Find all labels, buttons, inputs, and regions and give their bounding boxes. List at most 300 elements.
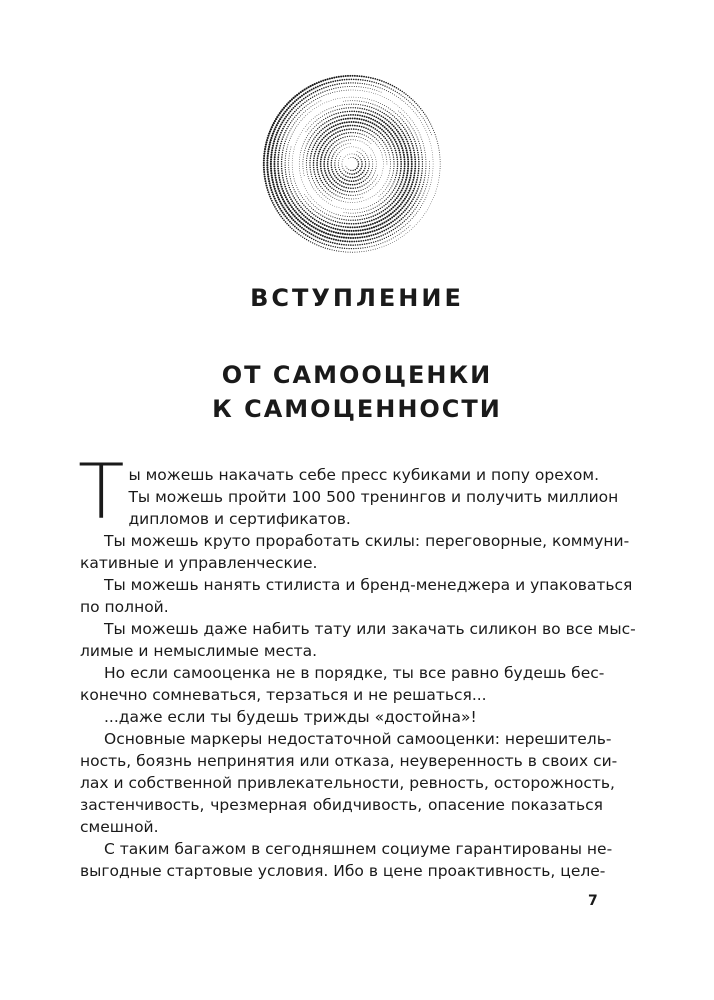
ornament-dot [349, 216, 350, 217]
ornament-dot [286, 122, 288, 124]
ornament-dot [274, 170, 276, 172]
ornament-dot [305, 234, 307, 236]
ornament-dot [368, 159, 369, 160]
ornament-dot [352, 153, 353, 154]
ornament-dot [315, 190, 316, 191]
ornament-dot [397, 168, 398, 169]
ornament-dot [281, 161, 282, 162]
ornament-dot [384, 209, 386, 211]
ornament-dot [316, 160, 318, 162]
ornament-dot [264, 176, 266, 178]
ornament-dot [354, 154, 355, 155]
ornament-dot [294, 149, 295, 150]
ornament-dot [291, 193, 292, 194]
ornament-dot [327, 117, 328, 118]
ornament-dot [390, 113, 391, 114]
ornament-dot [426, 212, 427, 213]
ornament-dot [308, 176, 309, 177]
ornament-dot [323, 231, 325, 233]
ornament-dot [295, 206, 297, 208]
ornament-dot [364, 80, 366, 82]
ornament-dot [352, 114, 354, 116]
ornament-dot [346, 219, 347, 220]
ornament-dot [288, 142, 289, 143]
ornament-dot [292, 172, 293, 173]
ornament-dot [350, 202, 351, 203]
ornament-dot [320, 130, 322, 132]
ornament-dot [396, 123, 398, 125]
ornament-dot [359, 125, 361, 127]
ornament-dot [384, 144, 385, 145]
ornament-dot [341, 181, 343, 183]
ornament-dot [291, 136, 292, 137]
ornament-dot [334, 165, 335, 166]
ornament-dot [294, 215, 296, 217]
ornament-dot [360, 159, 361, 160]
ornament-dot [307, 153, 308, 154]
ornament-dot [318, 233, 320, 235]
ornament-dot [430, 141, 431, 142]
ornament-dot [339, 134, 341, 136]
ornament-dot [394, 116, 395, 117]
ornament-dot [309, 232, 311, 234]
ornament-dot [318, 213, 319, 214]
ornament-dot [317, 171, 319, 173]
ornament-dot [424, 213, 425, 214]
ornament-dot [301, 227, 303, 229]
ornament-dot [351, 241, 353, 243]
ornament-dot [319, 184, 320, 185]
ornament-dot [403, 115, 404, 116]
ornament-dot [346, 212, 347, 213]
ornament-dot [371, 107, 372, 108]
ornament-dot [371, 227, 373, 229]
ornament-dot [329, 154, 331, 156]
ornament-dot [393, 215, 395, 217]
ornament-dot [335, 194, 336, 195]
ornament-dot [308, 178, 309, 179]
ornament-dot [411, 168, 413, 170]
ornament-dot [386, 187, 387, 188]
ornament-dot [383, 213, 385, 215]
ornament-dot [320, 161, 322, 163]
ornament-dot [311, 151, 313, 153]
ornament-dot [419, 145, 420, 146]
ornament-dot [420, 179, 421, 180]
ornament-dot [319, 242, 321, 244]
ornament-dot [387, 135, 389, 137]
ornament-dot [319, 149, 321, 151]
ornament-dot [398, 230, 399, 231]
ornament-dot [315, 184, 316, 185]
ornament-dot [403, 211, 405, 213]
ornament-dot [427, 118, 428, 119]
ornament-dot [319, 97, 320, 98]
ornament-dot [303, 205, 304, 206]
ornament-dot [397, 159, 399, 161]
ornament-dot [380, 132, 382, 134]
ornament-dot [376, 221, 378, 223]
ornament-dot [320, 146, 322, 148]
ornament-dot [272, 193, 274, 195]
ornament-dot [288, 132, 289, 133]
ornament-dot [374, 100, 375, 101]
ornament-dot [296, 109, 298, 111]
ornament-dot [303, 112, 304, 113]
ornament-dot [404, 163, 406, 165]
ornament-dot [390, 127, 392, 129]
ornament-dot [368, 133, 369, 134]
ornament-dot [272, 202, 274, 204]
ornament-dot [319, 131, 321, 133]
ornament-dot [356, 118, 358, 120]
ornament-dot [386, 106, 387, 107]
ornament-dot [423, 182, 424, 183]
ornament-dot [409, 149, 411, 151]
ornament-dot [296, 142, 297, 143]
ornament-dot [352, 244, 354, 246]
ornament-dot [386, 98, 387, 99]
ornament-dot [349, 111, 351, 113]
ornament-dot [359, 201, 360, 202]
ornament-dot [377, 113, 379, 115]
ornament-dot [293, 229, 295, 231]
ornament-dot [285, 210, 287, 212]
ornament-dot [400, 89, 402, 91]
ornament-dot [339, 83, 340, 84]
ornament-dot [337, 135, 339, 137]
ornament-dot [342, 105, 343, 106]
ornament-dot [427, 210, 428, 211]
ornament-dot [328, 189, 329, 190]
ornament-dot [263, 169, 265, 171]
ornament-dot [267, 171, 269, 173]
ornament-dot [281, 188, 283, 190]
ornament-dot [310, 196, 311, 197]
ornament-dot [346, 248, 347, 249]
ornament-dot [411, 143, 413, 145]
ornament-dot [414, 161, 416, 163]
ornament-dot [305, 148, 306, 149]
ornament-dot [425, 166, 426, 167]
ornament-dot [389, 112, 390, 113]
ornament-dot [312, 149, 314, 151]
ornament-dot [432, 173, 433, 174]
ornament-dot [360, 79, 362, 81]
ornament-dot [368, 88, 369, 89]
ornament-dot [411, 206, 412, 207]
ornament-dot [347, 216, 348, 217]
ornament-dot [322, 216, 323, 217]
ornament-dot [347, 75, 349, 77]
ornament-dot [393, 90, 394, 91]
ornament-dot [309, 164, 310, 165]
ornament-dot [382, 234, 384, 236]
ornament-dot [365, 127, 367, 129]
ornament-dot [329, 223, 331, 225]
ornament-dot [425, 175, 426, 176]
ornament-dot [289, 216, 291, 218]
ornament-dot [440, 168, 441, 169]
ornament-dot [432, 154, 433, 155]
ornament-dot [321, 238, 323, 240]
ornament-dot [325, 172, 327, 174]
ornament-dot [378, 94, 379, 95]
ornament-dot [307, 155, 308, 156]
ornament-dot [291, 109, 293, 111]
ornament-dot [285, 162, 286, 163]
ornament-dot [389, 131, 391, 133]
ornament-dot [357, 252, 358, 253]
ornament-dot [439, 154, 440, 155]
ornament-dot [282, 150, 283, 151]
ornament-dot [300, 152, 301, 153]
ornament-dot [399, 152, 401, 154]
ornament-dot [281, 166, 283, 168]
ornament-dot [270, 198, 272, 200]
ornament-dot [329, 180, 331, 182]
ornament-dot [400, 165, 402, 167]
ornament-dot [363, 170, 365, 172]
ornament-dot [364, 218, 365, 219]
ornament-dot [298, 210, 300, 212]
ornament-dot [347, 252, 348, 253]
ornament-dot [407, 95, 408, 96]
ornament-dot [391, 150, 392, 151]
ornament-dot [396, 212, 398, 214]
ornament-dot [322, 193, 323, 194]
ornament-dot [266, 185, 268, 187]
ornament-dot [369, 163, 370, 164]
ornament-dot [378, 83, 379, 84]
ornament-dot [381, 175, 382, 176]
ornament-dot [366, 210, 367, 211]
ornament-dot [365, 232, 367, 234]
ornament-dot [390, 235, 391, 236]
ornament-dot [359, 209, 360, 210]
ornament-dot [292, 208, 294, 210]
ornament-dot [339, 142, 340, 143]
ornament-dot [372, 196, 373, 197]
ornament-dot [302, 197, 303, 198]
ornament-dot [289, 156, 290, 157]
ornament-dot [358, 86, 359, 87]
ornament-dot [386, 181, 387, 182]
ornament-dot [398, 97, 399, 98]
ornament-dot [410, 202, 412, 204]
ornament-dot [350, 252, 351, 253]
ornament-dot [350, 121, 352, 123]
ornament-dot [339, 243, 341, 245]
ornament-dot [345, 125, 347, 127]
ornament-dot [267, 153, 269, 155]
ornament-dot [395, 141, 397, 143]
ornament-dot [376, 129, 378, 131]
ornament-dot [349, 198, 350, 199]
ornament-dot [353, 248, 354, 249]
ornament-dot [414, 209, 415, 210]
ornament-dot [300, 154, 301, 155]
ornament-dot [294, 130, 295, 131]
ornament-dot [406, 149, 408, 151]
ornament-dot [327, 165, 329, 167]
ornament-dot [348, 230, 350, 232]
ornament-dot [316, 192, 317, 193]
ornament-dot [353, 90, 354, 91]
ornament-dot [368, 110, 370, 112]
ornament-dot [320, 140, 322, 142]
ornament-dot [404, 97, 405, 98]
text-line: Ты можешь даже набить тату или закачать силикон во все мыс- [104, 620, 636, 638]
ornament-dot [361, 201, 362, 202]
ornament-dot [304, 175, 305, 176]
ornament-dot [429, 206, 430, 207]
ornament-dot [410, 154, 412, 156]
ornament-dot [419, 118, 420, 119]
ornament-dot [399, 107, 400, 108]
ornament-dot [409, 102, 410, 103]
ornament-dot [325, 86, 327, 88]
ornament-dot [281, 163, 282, 164]
ornament-dot [373, 175, 374, 176]
ornament-dot [333, 77, 335, 79]
ornament-dot [369, 213, 370, 214]
ornament-dot [340, 189, 342, 191]
ornament-dot [371, 149, 372, 150]
ornament-dot [393, 237, 394, 238]
ornament-dot [332, 227, 334, 229]
ornament-dot [439, 150, 440, 151]
ornament-dot [420, 108, 421, 109]
ornament-dot [405, 179, 407, 181]
ornament-dot [396, 218, 398, 220]
ornament-dot [294, 189, 295, 190]
ornament-dot [400, 123, 401, 124]
ornament-dot [325, 221, 327, 223]
ornament-dot [353, 173, 355, 175]
ornament-dot [375, 133, 377, 135]
ornament-dot [413, 175, 415, 177]
ornament-dot [427, 126, 428, 127]
ornament-dot [421, 139, 422, 140]
ornament-dot [346, 129, 348, 131]
ornament-dot [367, 221, 369, 223]
ornament-dot [379, 91, 380, 92]
ornament-dot [377, 232, 379, 234]
ornament-dot [305, 111, 306, 112]
ornament-dot [345, 101, 346, 102]
ornament-dot [375, 143, 376, 144]
ornament-dot [406, 113, 407, 114]
ornament-dot [298, 138, 299, 139]
ornament-dot [405, 117, 406, 118]
ornament-dot [414, 172, 416, 174]
ornament-dot [324, 127, 326, 129]
ornament-dot [413, 122, 414, 123]
ornament-dot [327, 198, 328, 199]
ornament-dot [336, 171, 337, 172]
ornament-dot [402, 132, 404, 134]
ornament-dot [308, 128, 309, 129]
ornament-dot [382, 134, 384, 136]
ornament-dot [290, 116, 292, 118]
ornament-dot [382, 187, 383, 188]
ornament-dot [391, 225, 393, 227]
text-line: дипломов и сертификатов. [128, 510, 351, 528]
ornament-dot [335, 80, 337, 82]
ornament-dot [400, 161, 402, 163]
ornament-dot [353, 79, 355, 81]
text-line: Ты можешь круто проработать скилы: переговорные, коммуни- [104, 532, 630, 550]
ornament-dot [341, 141, 342, 142]
ornament-dot [400, 168, 402, 170]
ornament-dot [289, 226, 291, 228]
ornament-dot [336, 187, 338, 189]
chapter-title-line-1: ОТ САМООЦЕНКИ [221, 361, 493, 389]
ornament-dot [308, 123, 309, 124]
ornament-dot [300, 173, 301, 174]
ornament-dot [292, 102, 294, 104]
ornament-dot [345, 175, 347, 177]
ornament-dot [342, 166, 343, 167]
ornament-dot [360, 129, 361, 130]
ornament-dot [278, 206, 280, 208]
ornament-dot [346, 180, 348, 182]
ornament-dot [388, 91, 389, 92]
ornament-dot [344, 223, 346, 225]
ornament-dot [338, 139, 339, 140]
ornament-dot [404, 128, 405, 129]
ornament-dot [274, 190, 276, 192]
ornament-dot [375, 94, 376, 95]
ornament-dot [338, 160, 339, 161]
ornament-dot [270, 158, 272, 160]
ornament-dot [328, 230, 330, 232]
ornament-dot [317, 115, 318, 116]
ornament-dot [337, 247, 338, 248]
ornament-dot [310, 171, 311, 172]
ornament-dot [323, 208, 324, 209]
ornament-dot [303, 228, 305, 230]
ornament-dot [292, 219, 294, 221]
ornament-dot [335, 160, 336, 161]
ornament-dot [331, 144, 333, 146]
ornament-dot [281, 186, 283, 188]
ornament-dot [423, 215, 424, 216]
ornament-dot [283, 134, 285, 136]
ornament-dot [372, 238, 374, 240]
ornament-dot [370, 198, 371, 199]
ornament-dot [440, 166, 441, 167]
ornament-dot [434, 195, 435, 196]
ornament-dot [340, 150, 341, 151]
ornament-dot [275, 126, 277, 128]
ornament-dot [330, 245, 331, 246]
ornament-dot [278, 154, 280, 156]
ornament-dot [313, 226, 315, 228]
ornament-dot [433, 130, 434, 131]
ornament-dot [323, 95, 324, 96]
ornament-dot [377, 79, 379, 81]
ornament-dot [341, 193, 342, 194]
ornament-dot [392, 183, 393, 184]
drop-cap: Т [78, 447, 125, 536]
ornament-dot [276, 116, 278, 118]
ornament-dot [320, 113, 321, 114]
ornament-dot [321, 120, 322, 121]
ornament-dot [366, 91, 367, 92]
ornament-dot [294, 111, 296, 113]
